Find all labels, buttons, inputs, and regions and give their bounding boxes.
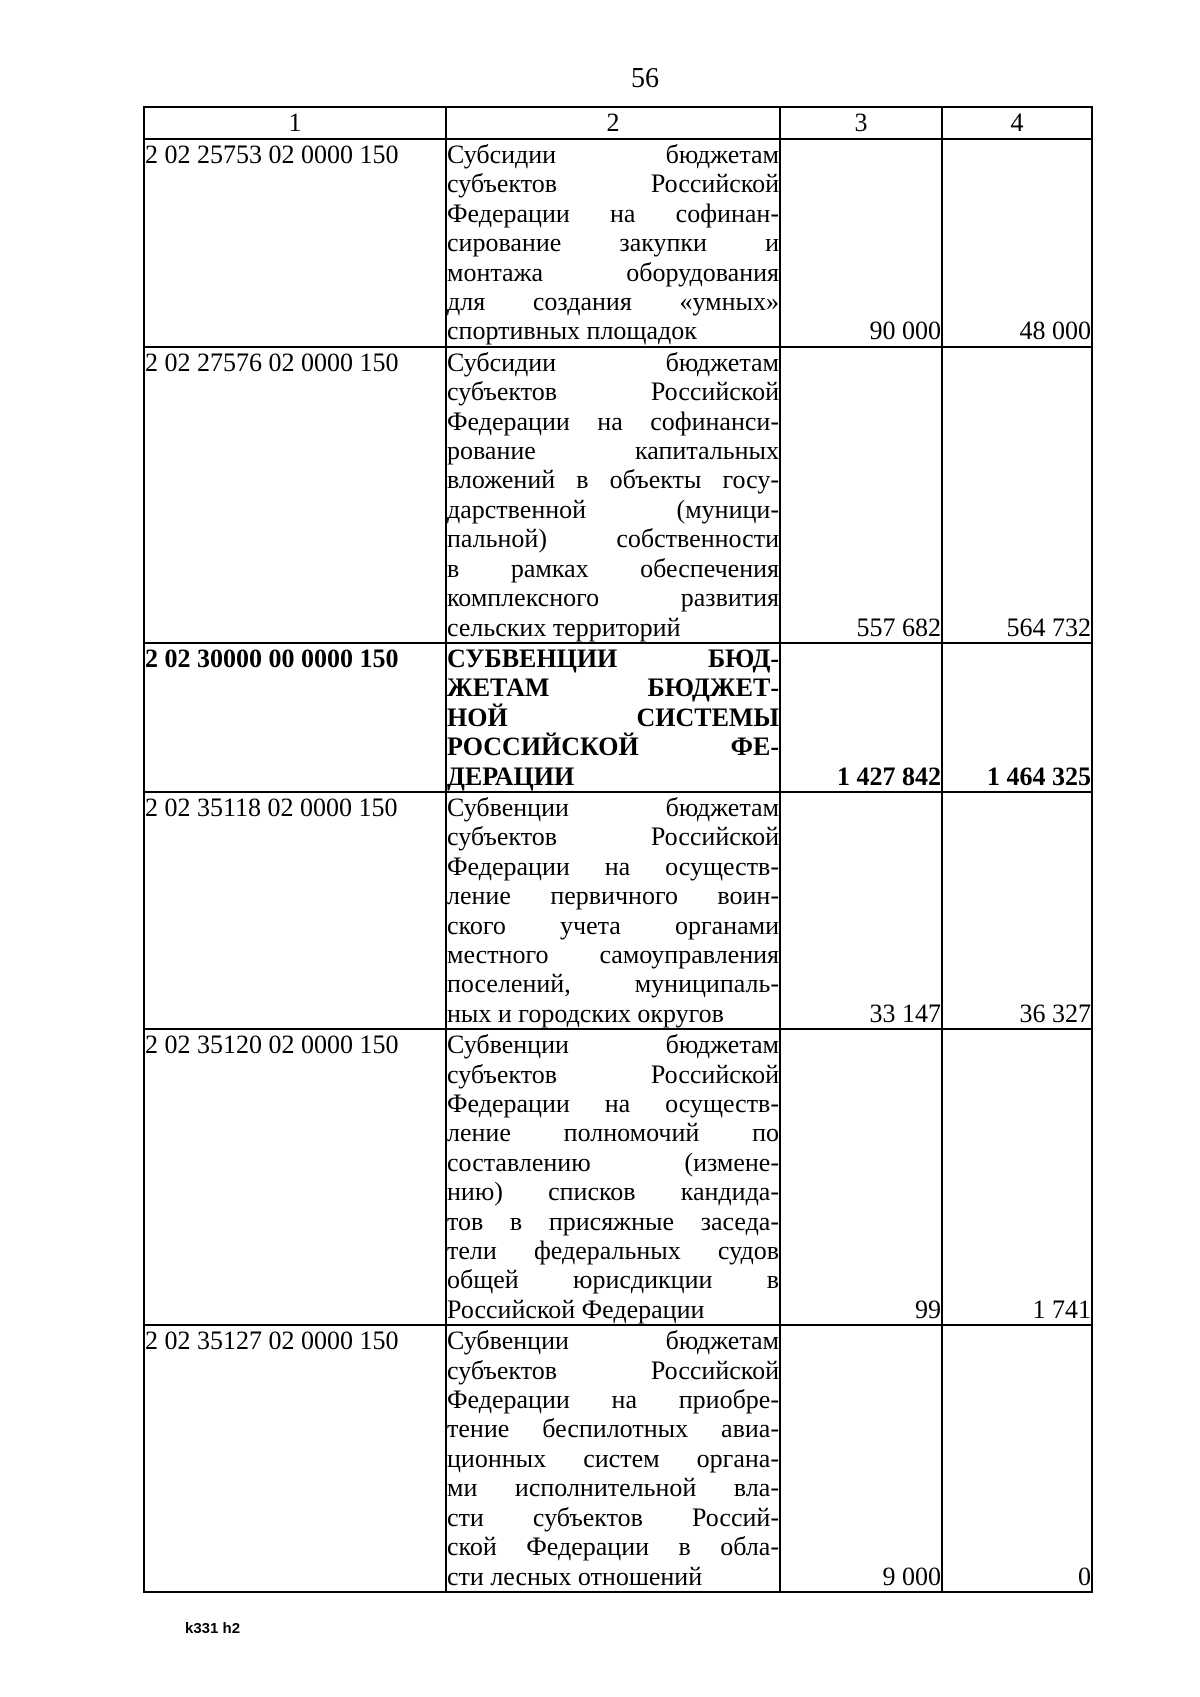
table-header (144, 107, 1092, 139)
description-line: тение беспилотных авиа- (447, 1414, 779, 1444)
row-amount-col-4: 1 741 (942, 1029, 1092, 1325)
description-line: сти лесных отношений (447, 1561, 703, 1591)
description-line: ского учета органами (447, 910, 779, 940)
description-line: Субсидии бюджетам (447, 140, 779, 169)
description-line: тели федеральных судов (447, 1236, 779, 1266)
description-line: субъектов Российской (447, 377, 779, 407)
table-row (144, 792, 1092, 1029)
description-line: Субвенции бюджетам (447, 1030, 779, 1060)
description-line: субъектов Российской (447, 1059, 779, 1089)
description-line: местного самоуправления (447, 939, 779, 969)
row-amount-col-4: 564 732 (942, 347, 1092, 643)
description-line: общей юрисдикции в (447, 1265, 779, 1295)
description-line: Российской Федерации (447, 1294, 705, 1324)
row-amount-col-4: 0 (942, 1325, 1092, 1592)
row-amount-col-3: 1 427 842 (780, 643, 942, 792)
description-line: Федерации на осуществ- (447, 851, 779, 881)
description-line: НОЙ СИСТЕМЫ (447, 702, 779, 732)
description-line: Федерации на осуществ- (447, 1089, 779, 1118)
description-line: ционных систем органа- (447, 1443, 779, 1473)
description-line: рование капитальных (447, 436, 779, 466)
description-line: в рамках обеспечения (447, 553, 779, 583)
row-description (446, 139, 780, 347)
header-col-2: 2 (446, 107, 780, 139)
description-line: комплексного развития (447, 583, 779, 613)
footer-code: k331 h2 (185, 1620, 241, 1637)
description-line: составлению (измене- (447, 1147, 779, 1177)
description-line: ЖЕТАМ БЮДЖЕТ- (447, 673, 779, 703)
description-line: сти субъектов Россий- (447, 1502, 779, 1532)
header-col-4: 4 (942, 107, 1092, 139)
description-line: субъектов Российской (447, 1355, 779, 1385)
description-line: ление первичного воин- (447, 881, 779, 911)
budget-table (143, 106, 1093, 1593)
description-line: ской Федерации в обла- (447, 1532, 779, 1562)
row-amount-col-4: 48 000 (942, 139, 1092, 347)
table-row (144, 1029, 1092, 1325)
row-amount-col-3: 9 000 (780, 1325, 942, 1592)
row-amount-col-4: 1 464 325 (942, 643, 1092, 792)
row-amount-col-3: 33 147 (780, 792, 942, 1029)
description-line: СУБВЕНЦИИ БЮД- (447, 643, 779, 673)
row-amount-col-3: 90 000 (780, 139, 942, 347)
description-line: Федерации на софинан- (447, 198, 779, 228)
row-description (446, 1325, 780, 1592)
description-line: Субвенции бюджетам (447, 1326, 779, 1356)
row-code: 2 02 25753 02 0000 150 (144, 139, 446, 347)
row-code: 2 02 27576 02 0000 150 (144, 347, 446, 643)
description-line: субъектов Российской (447, 169, 779, 199)
description-line: монтажа оборудования (447, 257, 779, 287)
description-line: Субсидии бюджетам (447, 347, 779, 377)
row-amount-col-3: 99 (780, 1029, 942, 1325)
description-line: Федерации на софинанси- (447, 406, 779, 436)
row-code: 2 02 35118 02 0000 150 (144, 792, 446, 1029)
description-line: субъектов Российской (447, 822, 779, 852)
header-col-3: 3 (780, 107, 942, 139)
header-col-1: 1 (144, 107, 446, 139)
row-amount-col-3: 557 682 (780, 347, 942, 643)
row-description (446, 1029, 780, 1325)
row-code: 2 02 35127 02 0000 150 (144, 1325, 446, 1592)
table-body (144, 139, 1092, 1592)
row-description (446, 643, 780, 792)
description-line: сельских территорий (447, 612, 681, 642)
description-line: РОССИЙСКОЙ ФЕ- (447, 732, 779, 762)
row-code: 2 02 35120 02 0000 150 (144, 1029, 446, 1325)
description-line: Субвенции бюджетам (447, 792, 779, 822)
description-line: вложений в объекты госу- (447, 465, 779, 495)
description-line: поселений, муниципаль- (447, 969, 779, 999)
description-line: ми исполнительной вла- (447, 1473, 779, 1503)
description-line: дарственной (муници- (447, 494, 779, 524)
description-line: спортивных площадок (447, 316, 697, 346)
description-line: ление полномочий по (447, 1118, 779, 1148)
description-line: нию) списков кандида- (447, 1177, 779, 1207)
row-description (446, 792, 780, 1029)
description-line: Федерации на приобре- (447, 1385, 779, 1415)
row-code: 2 02 30000 00 0000 150 (144, 643, 446, 792)
header-row (144, 107, 1092, 139)
description-line: пальной) собственности (447, 524, 779, 554)
table-row (144, 139, 1092, 347)
table-row (144, 347, 1092, 643)
description-line: ДЕРАЦИИ (447, 761, 575, 791)
description-line: ных и городских округов (447, 998, 724, 1028)
row-description (446, 347, 780, 643)
description-line: для создания «умных» (447, 287, 779, 317)
row-amount-col-4: 36 327 (942, 792, 1092, 1029)
description-line: тов в присяжные заседа- (447, 1206, 779, 1236)
table-row (144, 643, 1092, 792)
description-line: сирование закупки и (447, 228, 779, 258)
table-row (144, 1325, 1092, 1592)
page-number: 56 (631, 63, 659, 94)
